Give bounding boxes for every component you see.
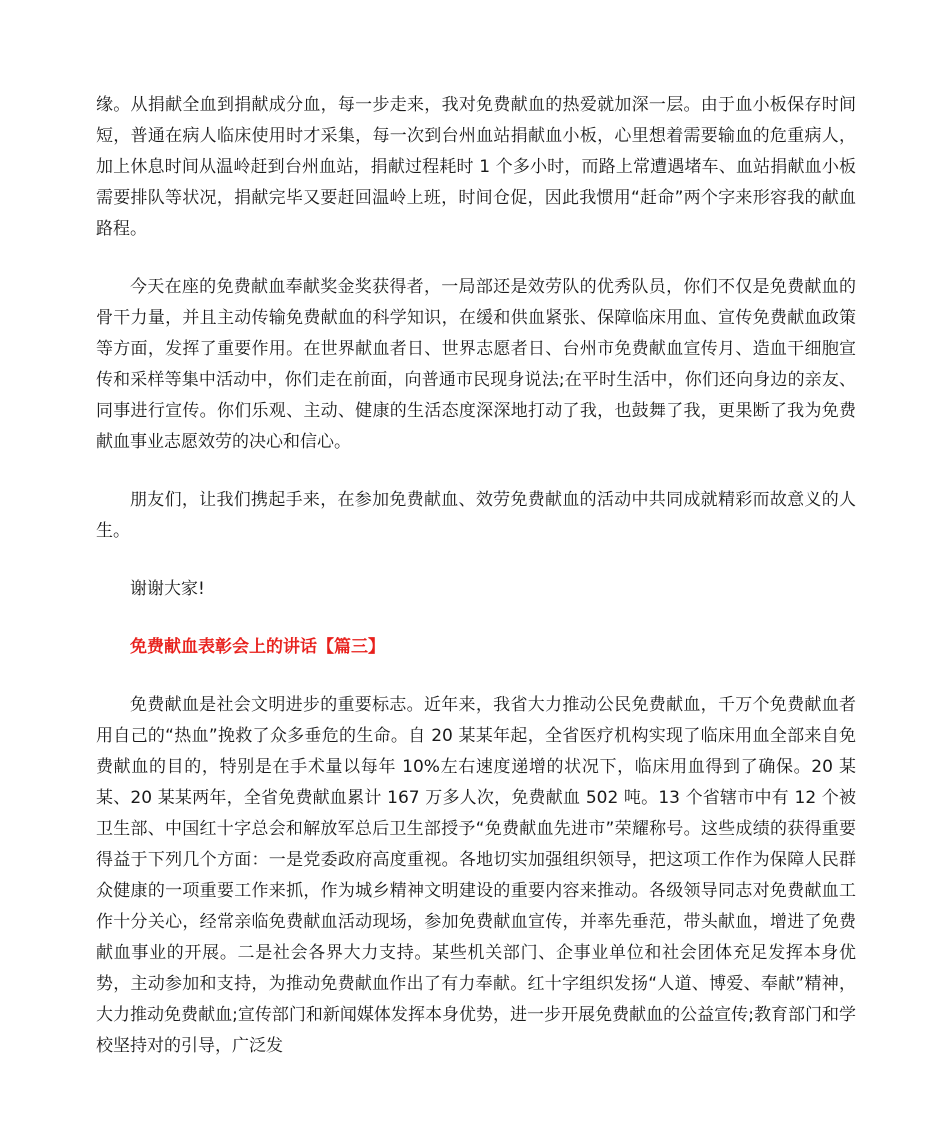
paragraph-thanks: 谢谢大家! <box>130 579 205 599</box>
paragraph-gap <box>96 458 856 485</box>
section-heading: 免费献血表彰会上的讲话【篇三】 <box>130 637 385 657</box>
paragraph-friends: 朋友们，让我们携起手来，在参加免费献血、效劳免费献血的活动中共同成就精彩而故意义的人生。 <box>96 490 856 541</box>
paragraph-gap <box>96 547 856 574</box>
paragraph-gap <box>96 663 856 690</box>
paragraph-gap <box>96 245 856 272</box>
paragraph-gap <box>96 605 856 632</box>
document-page <box>96 90 856 1062</box>
paragraph-blood-donation-overview: 免费献血是社会文明进步的重要标志。近年来，我省大力推动公民免费献血，千万个免费献血者用自己的“热血”挽救了众多垂危的生命。自 20 某某年起，全省医疗机构实现了临床用血全部来自免费献血的目的，特别是在手术量以每年 10%左右速度递增的状况下，临床用血得到了确保。20 某某、20 某某两年，全省免费献血累计 167 万多人次，免费献血 502 吨。13 个省辖市中有 12 个被卫生部、中国红十字总会和解放军总后卫生部授予“免费献血先进市”荣耀称号。这些成绩的获得重要得益于下列几个方面：一是党委政府高度重视。各地切实加强组织领导，把这项工作作为保障人民群众健康的一项重要工作来抓，作为城乡精神文明建设的重要内容来推动。各级领导同志对免费献血工作十分关心，经常亲临免费献血活动现场，参加免费献血宣传，并率先垂范，带头献血，增进了免费献血事业的开展。二是社会各界大力支持。某些机关部门、企事业单位和社会团体充足发挥本身优势，主动参加和支持，为推动免费献血作出了有力奉献。红十字组织发扬“人道、博爱、奉献”精神，大力推动免费献血;宣传部门和新闻媒体发挥本身优势，进一步开展免费献血的公益宣传;教育部门和学校坚持对的引导，广泛发 <box>96 695 856 1056</box>
paragraph-continuation: 缘。从捐献全血到捐献成分血，每一步走来，我对免费献血的热爱就加深一层。由于血小板保存时间短，普通在病人临床使用时才采集，每一次到台州血站捐献血小板，心里想着需要输血的危重病人，加上休息时间从温岭赶到台州血站，捐献过程耗时 1 个多小时，而路上常遭遇堵车、血站捐献血小板需要排队等状况，捐献完毕又要赶回温岭上班，时间仓促，因此我惯用“赶命”两个字来形容我的献血路程。 <box>96 95 856 239</box>
paragraph-award-winners: 今天在座的免费献血奉献奖金奖获得者，一局部还是效劳队的优秀队员，你们不仅是免费献血的骨干力量，并且主动传输免费献血的科学知识，在缓和供血紧张、保障临床用血、宣传免费献血政策等方面，发挥了重要作用。在世界献血者日、世界志愿者日、台州市免费献血宣传月、造血干细胞宣传和采样等集中活动中，你们走在前面，向普通市民现身说法;在平时生活中，你们还向身边的亲友、同事进行宣传。你们乐观、主动、健康的生活态度深深地打动了我，也鼓舞了我，更果断了我为免费献血事业志愿效劳的决心和信心。 <box>96 277 856 452</box>
